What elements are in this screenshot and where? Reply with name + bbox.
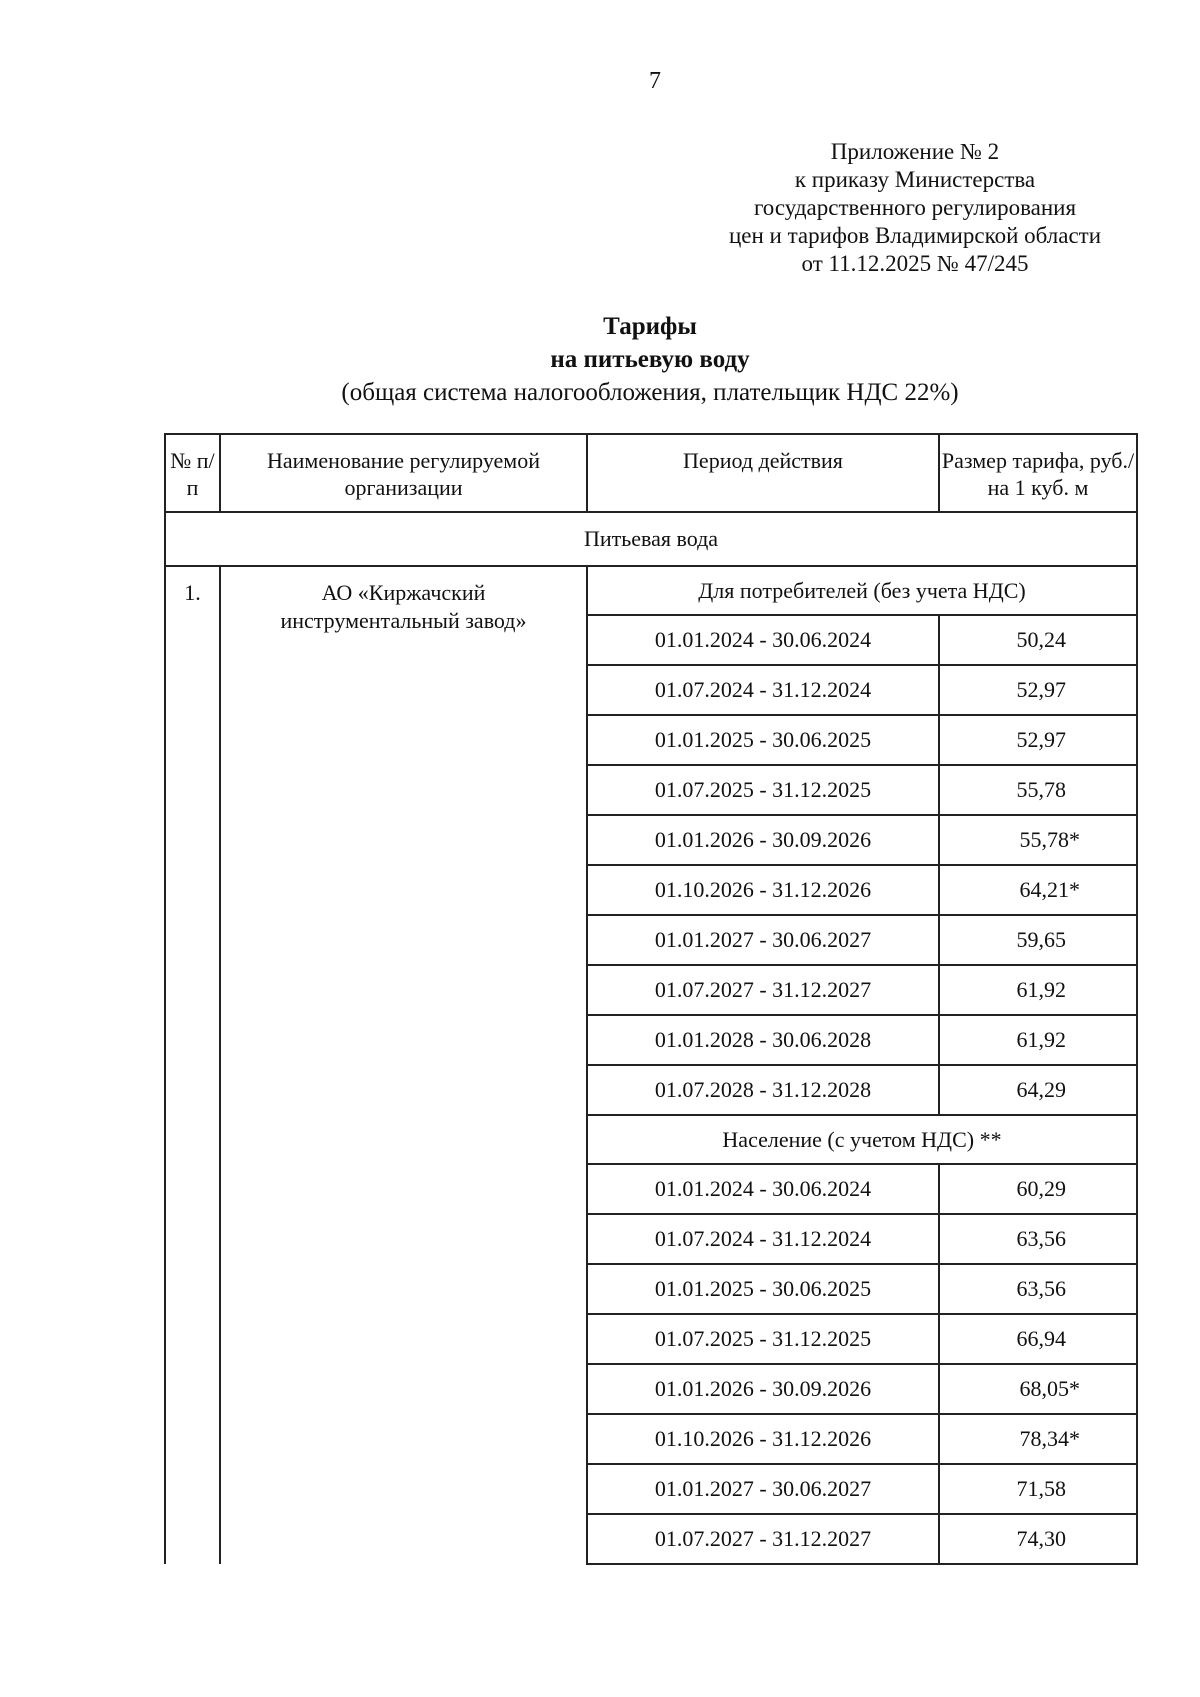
appendix-line: государственного регулирования (753, 195, 1077, 220)
tariff-value-cell: 52,97 (939, 715, 1137, 765)
tariff-value-cell: 63,56 (939, 1214, 1137, 1264)
table-header-row (165, 434, 1137, 512)
period-cell: 01.10.2026 - 31.12.2026 (587, 865, 939, 915)
tariff-value-cell: 61,92 (939, 965, 1137, 1015)
period-cell: 01.07.2027 - 31.12.2027 (587, 965, 939, 1015)
tariff-value-cell: 66,94 (939, 1314, 1137, 1364)
tariff-value-cell: 55,78* (939, 815, 1137, 865)
tariff-value-cell: 61,92 (939, 1015, 1137, 1065)
title-line-2: на питьевую воду (550, 346, 750, 373)
period-cell: 01.01.2027 - 30.06.2027 (587, 915, 939, 965)
group-label: Для потребителей (без учета НДС) (587, 566, 1137, 615)
period-cell: 01.01.2025 - 30.06.2025 (587, 1264, 939, 1314)
appendix-line: от 11.12.2025 № 47/245 (801, 251, 1029, 276)
period-cell: 01.07.2025 - 31.12.2025 (587, 1314, 939, 1364)
period-cell: 01.07.2025 - 31.12.2025 (587, 765, 939, 815)
header-org: Наименование регулируемой организации (220, 434, 587, 512)
appendix-line: цен и тарифов Владимирской области (728, 223, 1102, 248)
group-label: Население (с учетом НДС) ** (587, 1115, 1137, 1164)
tariff-value-cell: 71,58 (939, 1464, 1137, 1514)
period-cell: 01.01.2025 - 30.06.2025 (587, 715, 939, 765)
tariff-value-cell: 64,21* (939, 865, 1137, 915)
period-cell: 01.01.2024 - 30.06.2024 (587, 615, 939, 665)
header-tariff: Размер тарифа, руб./на 1 куб. м (939, 434, 1137, 512)
appendix-line: к приказу Министерства (794, 167, 1036, 192)
header-num: № п/п (165, 434, 220, 512)
tariff-value-cell: 74,30 (939, 1514, 1137, 1564)
period-cell: 01.01.2027 - 30.06.2027 (587, 1464, 939, 1514)
tariff-value-cell: 63,56 (939, 1264, 1137, 1314)
tariff-value-cell: 52,97 (939, 665, 1137, 715)
appendix-line: Приложение № 2 (830, 139, 1000, 164)
period-cell: 01.01.2024 - 30.06.2024 (587, 1164, 939, 1214)
tariff-value-cell: 68,05* (939, 1364, 1137, 1414)
period-cell: 01.07.2028 - 31.12.2028 (587, 1065, 939, 1115)
period-cell: 01.01.2028 - 30.06.2028 (587, 1015, 939, 1065)
period-cell: 01.07.2024 - 31.12.2024 (587, 665, 939, 715)
tariff-table (164, 433, 1138, 1565)
period-cell: 01.10.2026 - 31.12.2026 (587, 1414, 939, 1464)
section-row (165, 512, 1137, 566)
tariff-value-cell: 78,34* (939, 1414, 1137, 1464)
title-line-3: (общая система налогообложения, плательщик НДС 22%) (341, 379, 959, 406)
title-line-1: Тарифы (603, 313, 697, 340)
header-period: Период действия (587, 434, 939, 512)
appendix-header (700, 138, 1130, 278)
tariff-value-cell: 60,29 (939, 1164, 1137, 1214)
period-cell: 01.07.2024 - 31.12.2024 (587, 1214, 939, 1264)
tariff-value-cell: 50,24 (939, 615, 1137, 665)
period-cell: 01.01.2026 - 30.09.2026 (587, 1364, 939, 1414)
tariff-value-cell: 64,29 (939, 1065, 1137, 1115)
page-number: 7 (649, 68, 661, 94)
tariff-value-cell: 59,65 (939, 915, 1137, 965)
organization-name: АО «Киржачский инструментальный завод» (220, 566, 587, 1564)
period-cell: 01.01.2026 - 30.09.2026 (587, 815, 939, 865)
section-title: Питьевая вода (165, 512, 1137, 566)
row-number: 1. (165, 566, 220, 1564)
period-cell: 01.07.2027 - 31.12.2027 (587, 1514, 939, 1564)
tariff-value-cell: 55,78 (939, 765, 1137, 815)
document-title (50, 310, 1200, 409)
group-label-row (165, 566, 1137, 615)
